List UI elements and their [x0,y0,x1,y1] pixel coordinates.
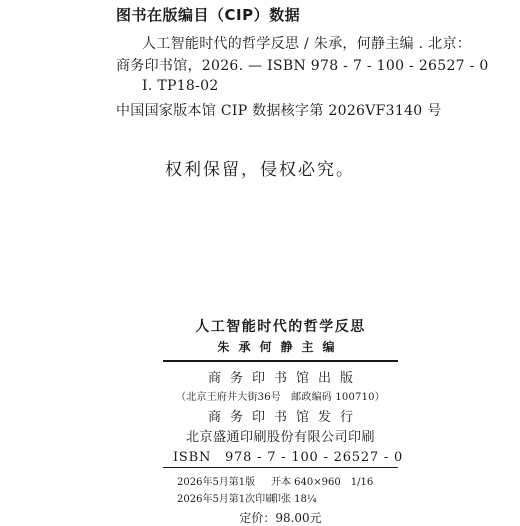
book-authors: 朱承何静主编 [217,340,344,354]
cip-line-isbn: 商务印书馆，2026. — ISBN 978 - 7 - 100 - 26527 - 0 [116,58,489,74]
distributor-line: 商务印书馆发行 [207,410,362,425]
colophon-mid-rule [163,467,398,468]
cip-line-title: 人工智能时代的哲学反思 / 朱承，何静主编 . 北京： [142,36,472,52]
cip-line-record-number: 中国国家版本馆 CIP 数据核字第 2026VF3140 号 [116,103,442,119]
printer-line: 北京盛通印刷股份有限公司印刷 [185,430,375,445]
printing-line: 2026年5月第1次印刷 [177,494,276,505]
colophon-top-rule [163,360,398,362]
rights-notice: 权利保留，侵权必究。 [165,160,355,180]
cip-heading: 图书在版编目（CIP）数据 [116,6,301,24]
isbn-line: ISBN 978 - 7 - 100 - 26527 - 0 [173,450,404,465]
edition-line: 2026年5月第1版 [177,477,256,488]
sheets-line: 印张 18¼ [271,494,317,505]
price-line: 定价：98.00元 [239,511,322,525]
cip-line-classification: Ⅰ. TP18-02 [142,78,219,94]
format-line: 开本 640×960 1/16 [271,477,374,488]
book-title: 人工智能时代的哲学反思 [195,319,366,335]
publisher-line: 商务印书馆出版 [207,371,362,386]
publisher-address: （北京王府井大街36号 邮政编码 100710） [176,392,385,403]
